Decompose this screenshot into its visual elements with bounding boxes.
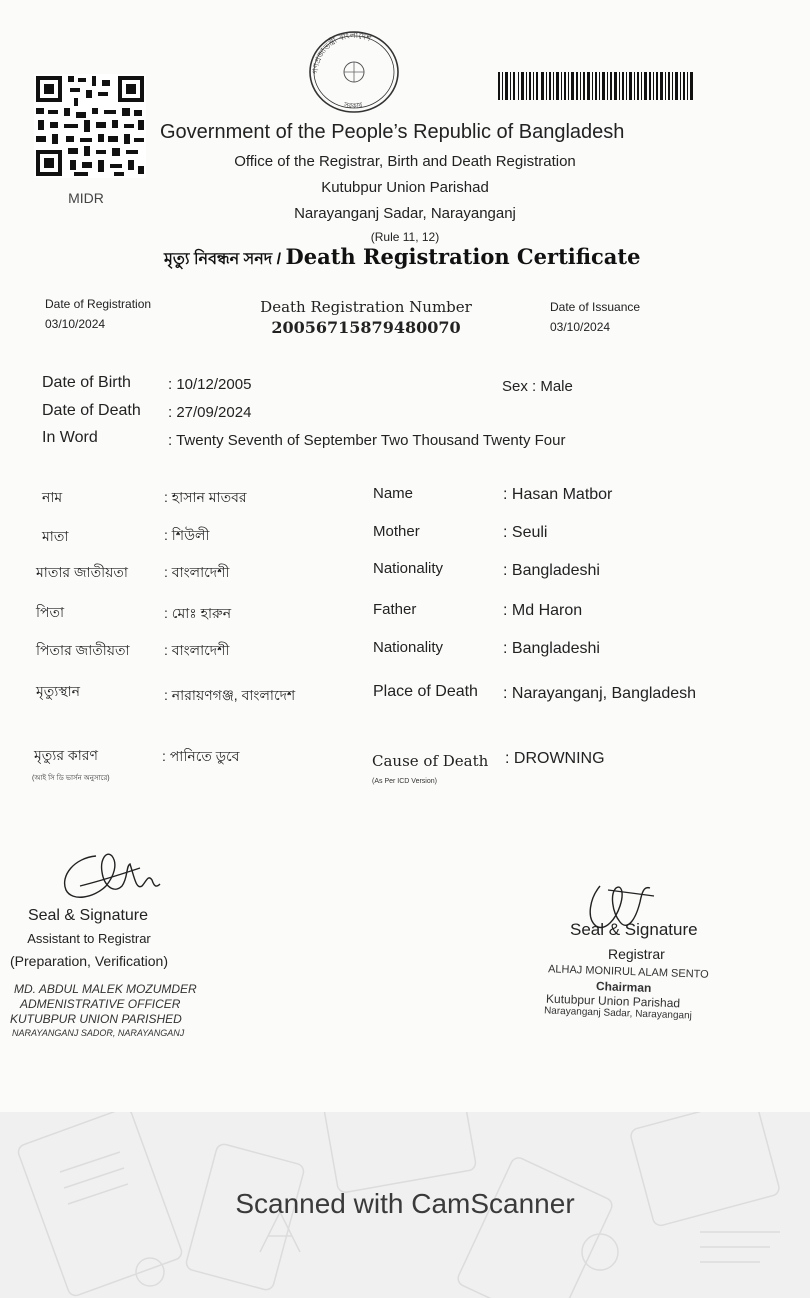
- in-word-value: : Twenty Seventh of September Two Thousand Twenty Four: [168, 432, 566, 449]
- bn-father-nationality-label: পিতার জাতীয়তা: [36, 642, 130, 658]
- father-value: : Md Haron: [503, 602, 583, 619]
- cause-label: Cause of Death: [372, 752, 489, 770]
- dod-label: Date of Death: [42, 402, 141, 419]
- barcode-icon: [498, 72, 694, 100]
- left-role: Assistant to Registrar: [27, 931, 151, 946]
- district-name: Narayanganj Sadar, Narayanganj: [294, 205, 516, 222]
- mother-nationality-value: : Bangladeshi: [503, 562, 600, 579]
- mother-label: Mother: [373, 523, 420, 540]
- dod-value: : 27/09/2024: [168, 404, 252, 421]
- mother-nationality-label: Nationality: [373, 560, 444, 577]
- scanner-footer: [0, 1112, 810, 1298]
- date-of-registration: 03/10/2024: [45, 317, 106, 331]
- cause-sublabel: (As Per ICD Version): [372, 778, 437, 785]
- union-name: Kutubpur Union Parishad: [321, 179, 489, 196]
- left-seal-title: Seal & Signature: [27, 907, 149, 924]
- left-handwritten-signature: [56, 846, 166, 904]
- name-value: : Hasan Matbor: [503, 486, 613, 503]
- emblem-text-bottom: সরকার: [343, 100, 364, 111]
- country-title: Government of the People’s Republic of Bangladesh: [160, 121, 625, 143]
- left-seal-line: ADMENISTRATIVE OFFICER: [20, 997, 181, 1011]
- dob-value: : 10/12/2005: [168, 376, 252, 393]
- in-word-label: In Word: [42, 429, 98, 446]
- bn-name-label: নাম: [42, 489, 63, 505]
- bn-place-of-death-label: মৃত্যুস্থান: [36, 683, 81, 699]
- bn-mother-nationality-value: : বাংলাদেশী: [164, 564, 230, 580]
- bn-mother-label: মাতা: [42, 528, 69, 544]
- bn-mother-nationality-label: মাতার জাতীয়তা: [36, 564, 128, 580]
- office-name: Office of the Registrar, Birth and Death Registration: [234, 153, 576, 170]
- registration-number-label: Death Registration Number: [260, 298, 472, 316]
- place-of-death-value: : Narayanganj, Bangladesh: [503, 685, 697, 702]
- registration-number: 20056715879480070: [271, 318, 461, 337]
- certificate-title: [164, 244, 640, 273]
- bn-father-label: পিতা: [36, 604, 65, 620]
- emblem-text-top: গণপ্রজাতন্ত্রী বাংলাদেশ: [310, 30, 373, 75]
- certificate-title-en: Death Registration Certificate: [285, 244, 641, 269]
- right-seal-line: Narayanganj Sadar, Narayanganj: [543, 1005, 693, 1022]
- certificate-title-bn: মৃত্যু নিবন্ধন সনদ /: [164, 251, 286, 268]
- date-of-registration-label: Date of Registration: [45, 297, 152, 311]
- dob-label: Date of Birth: [42, 374, 131, 391]
- qr-code-icon: [34, 74, 146, 178]
- government-emblem-icon: [304, 24, 404, 116]
- date-of-issuance: 03/10/2024: [550, 320, 611, 334]
- mother-value: : Seuli: [503, 524, 548, 541]
- name-label: Name: [373, 485, 414, 502]
- father-label: Father: [373, 601, 417, 618]
- cause-value: : DROWNING: [505, 750, 605, 767]
- bn-cause-label: মৃত্যুর কারণ: [34, 747, 98, 763]
- left-seal-line: KUTUBPUR UNION PARISHED: [10, 1012, 182, 1026]
- bn-father-nationality-value: : বাংলাদেশী: [164, 642, 230, 658]
- right-seal-line: Chairman: [595, 979, 652, 995]
- scanner-watermark-text: Scanned with CamScanner: [235, 1188, 575, 1219]
- rule-reference: (Rule 11, 12): [370, 230, 440, 244]
- qr-caption: MIDR: [68, 190, 104, 206]
- right-seal-line: ALHAJ MONIRUL ALAM SENTO: [547, 963, 709, 981]
- right-role: Registrar: [608, 946, 665, 962]
- right-seal-line: Kutubpur Union Parishad: [545, 991, 681, 1011]
- left-seal-line: NARAYANGANJ SADOR, NARAYANGANJ: [12, 1028, 185, 1038]
- svg-text:সরকার: [342, 101, 363, 111]
- bn-cause-value: : পানিতে ডুবে: [162, 748, 240, 764]
- bn-cause-sublabel: (আই সি ডি ভার্সন অনুসারে): [32, 775, 110, 782]
- place-of-death-label: Place of Death: [373, 683, 478, 700]
- father-nationality-value: : Bangladeshi: [503, 640, 600, 657]
- sex-value: Sex : Male: [502, 378, 573, 395]
- father-nationality-label: Nationality: [373, 639, 444, 656]
- left-role-detail: (Preparation, Verification): [10, 953, 168, 969]
- date-of-issuance-label: Date of Issuance: [550, 300, 641, 314]
- left-seal-line: MD. ABDUL MALEK MOZUMDER: [14, 982, 197, 996]
- right-seal-title: Seal & Signature: [570, 920, 698, 939]
- bn-mother-value: : শিউলী: [164, 527, 210, 543]
- bn-father-value: : মোঃ হারুন: [164, 605, 232, 621]
- bn-name-value: : হাসান মাতবর: [164, 489, 247, 505]
- bn-place-of-death-value: : নারায়ণগঞ্জ, বাংলাদেশ: [164, 687, 296, 703]
